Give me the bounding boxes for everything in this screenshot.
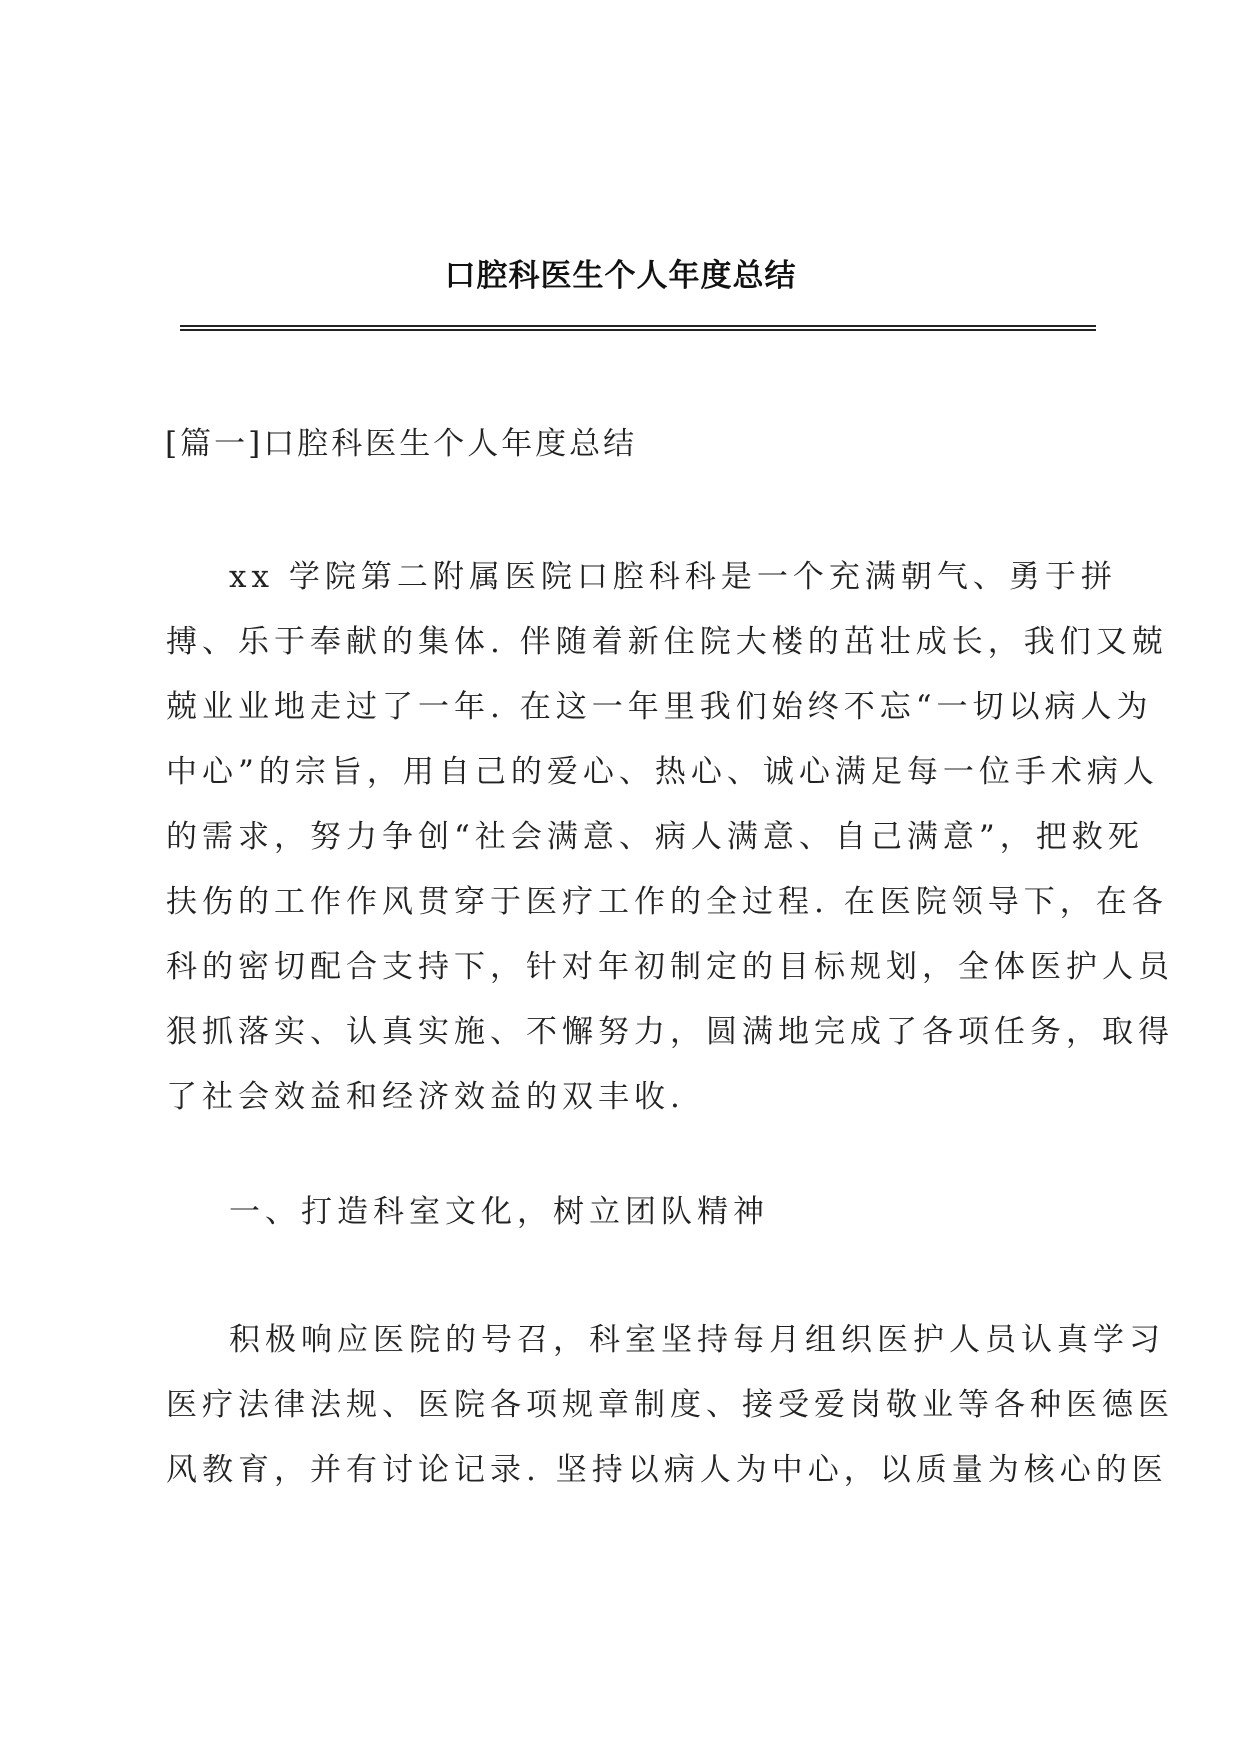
paragraph-line: 兢业业地走过了一年. 在这一年里我们始终不忘“一切以病人为	[166, 689, 1153, 725]
paragraph-line: 狠抓落实、认真实施、不懈努力，圆满地完成了各项任务，取得	[166, 1014, 1174, 1050]
paragraph-line: 科的密切配合支持下，针对年初制定的目标规划，全体医护人员	[166, 949, 1174, 985]
paragraph-line: 积极响应医院的号召，科室坚持每月组织医护人员认真学习	[229, 1322, 1165, 1358]
title-double-rule	[180, 325, 1096, 331]
paragraph-line: 扶伤的工作作风贯穿于医疗工作的全过程. 在医院领导下，在各	[166, 884, 1168, 920]
paragraph-line: 的需求，努力争创“社会满意、病人满意、自己满意”，把救死	[166, 819, 1144, 855]
paragraph-line: xx 学院第二附属医院口腔科科是一个充满朝气、勇于拼	[229, 559, 1117, 595]
section-heading: [篇一]口腔科医生个人年度总结	[165, 426, 638, 462]
paragraph-line: 搏、乐于奉献的集体. 伴随着新住院大楼的茁壮成长，我们又兢	[166, 624, 1168, 660]
paragraph-line: 了社会效益和经济效益的双丰收.	[166, 1079, 685, 1115]
paragraph-line: 医疗法律法规、医院各项规章制度、接受爱岗敬业等各种医德医	[166, 1387, 1174, 1423]
paragraph-line: 中心”的宗旨，用自己的爱心、热心、诚心满足每一位手术病人	[166, 754, 1159, 790]
document-title: 口腔科医生个人年度总结	[444, 258, 797, 294]
paragraph-study	[166, 1308, 1174, 1503]
subheading-text: 一、打造科室文化，树立团队精神	[229, 1194, 769, 1230]
subheading-team-spirit	[166, 1180, 1091, 1245]
paragraph-line: 风教育，并有讨论记录. 坚持以病人为中心，以质量为核心的医	[166, 1452, 1168, 1488]
paragraph-intro	[166, 545, 1174, 1130]
